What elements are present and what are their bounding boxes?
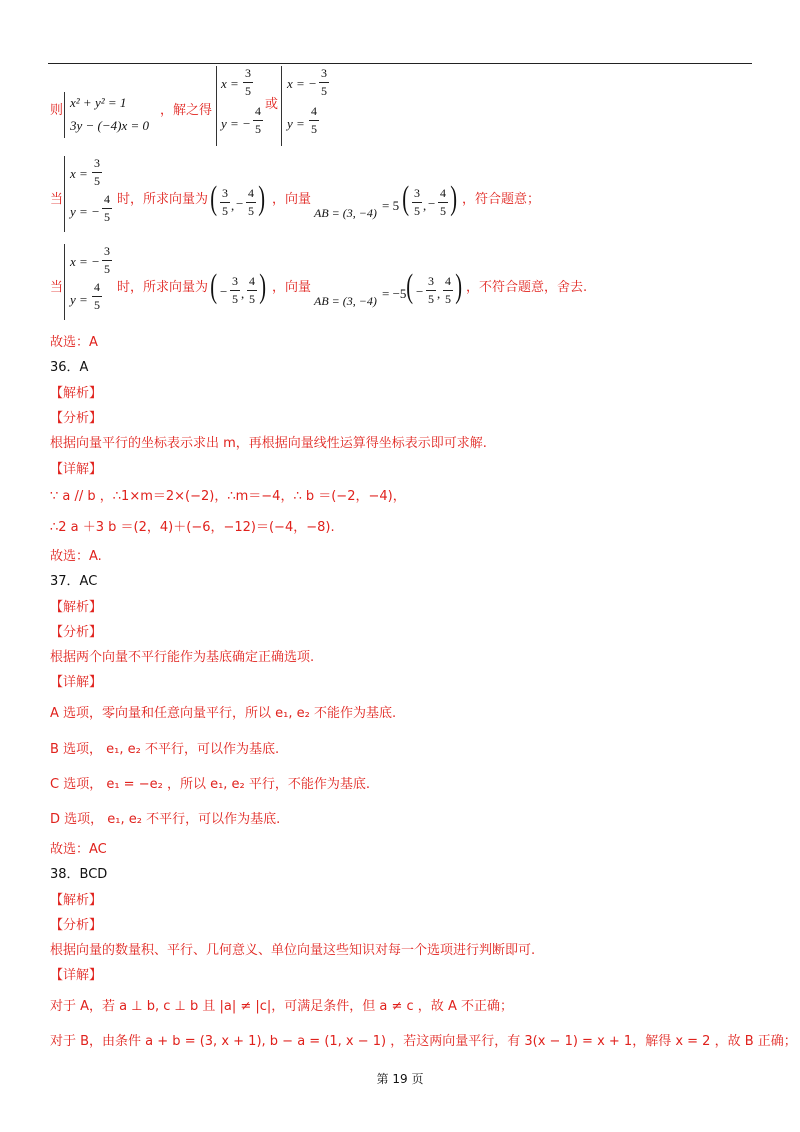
- option-d: D 选项， e₁, e₂ 不平行，可以作为基底.: [50, 812, 281, 827]
- frac-den: 5: [245, 84, 251, 98]
- reasoning-text: 根据向量的数量积、平行、几何意义、单位向量这些知识对每一个选项进行判断即可.: [50, 943, 536, 958]
- equation: x =: [221, 76, 239, 91]
- frac-bar: [319, 82, 329, 83]
- frac-bar: [309, 120, 319, 121]
- left-paren: (: [210, 268, 218, 305]
- frac-num: 4: [94, 280, 100, 294]
- frac-num: 4: [445, 274, 451, 288]
- left-paren: (: [210, 180, 218, 217]
- frac-bar: [246, 202, 256, 203]
- frac-bar: [243, 82, 253, 83]
- frac-bar: [92, 172, 102, 173]
- comma: ,: [437, 286, 441, 301]
- frac-den: 5: [255, 122, 261, 136]
- right-paren: ): [259, 268, 267, 305]
- brace: [64, 156, 65, 232]
- option-b: 对于 B，由条件 a + b = (3, x + 1), b − a = (1, x − 1) ，若这两向量平行，有 3(x − 1) = x + 1，解得 x = 2 ，故 B 正确；: [50, 1034, 797, 1049]
- text-vector-is: 时，所求向量为: [117, 192, 209, 207]
- text-solve: ，解之得: [160, 103, 213, 118]
- text-vector-is: 时，所求向量为: [117, 280, 209, 295]
- comma: ,: [241, 286, 245, 301]
- question-number: 38．BCD: [50, 867, 108, 882]
- equation: = 5: [382, 198, 400, 213]
- right-paren: ): [258, 180, 266, 217]
- section-details: 【详解】: [50, 462, 103, 477]
- minus-sign: −: [428, 196, 436, 211]
- frac-bar: [412, 202, 422, 203]
- right-paren: ): [450, 180, 458, 217]
- frac-bar: [220, 202, 230, 203]
- answer-line: 故选：A: [50, 335, 98, 350]
- detail-line: ∴2 a ＋3 b ＝(2，4)＋(−6，−12)＝(−4，−8).: [50, 520, 335, 535]
- frac-bar: [426, 290, 436, 291]
- frac-den: 5: [321, 84, 327, 98]
- vector-ab: AB = (3, −4): [314, 206, 377, 220]
- frac-den: 5: [104, 262, 110, 276]
- frac-den: 5: [440, 204, 446, 218]
- frac-bar: [438, 202, 448, 203]
- frac-num: 3: [232, 274, 238, 288]
- equation: = −5: [382, 286, 407, 301]
- text-or: 或: [265, 97, 279, 112]
- minus-sign: −: [92, 254, 100, 269]
- option-b: B 选项， e₁, e₂ 不平行，可以作为基底.: [50, 742, 280, 757]
- frac-den: 5: [222, 204, 228, 218]
- comma: ,: [423, 198, 427, 213]
- frac-num: 3: [428, 274, 434, 288]
- minus-sign: −: [220, 284, 228, 299]
- frac-den: 5: [104, 210, 110, 224]
- equation: y =: [70, 292, 88, 307]
- equation: x =: [70, 254, 88, 269]
- equation: y =: [221, 116, 239, 131]
- text-then: 则: [50, 103, 64, 118]
- equation: y =: [70, 204, 88, 219]
- brace: [64, 92, 65, 138]
- option-c: C 选项， e₁ = −e₂ ，所以 e₁, e₂ 平行，不能作为基底.: [50, 777, 371, 792]
- frac-num: 3: [245, 66, 251, 80]
- option-a: 对于 A，若 a ⊥ b, c ⊥ b 且 |a| ≠ |c|，可满足条件，但 a ≠ c ，故 A 不正确；: [50, 999, 513, 1014]
- section-analysis: 【解析】: [50, 893, 103, 908]
- text-when: 当: [50, 192, 64, 207]
- frac-num: 3: [222, 186, 228, 200]
- frac-bar: [92, 296, 102, 297]
- frac-bar: [443, 290, 453, 291]
- question-number: 37．AC: [50, 574, 98, 589]
- text-conclusion: ，不符合题意，舍去.: [466, 280, 588, 295]
- section-analysis: 【解析】: [50, 386, 103, 401]
- section-analysis: 【解析】: [50, 600, 103, 615]
- section-details: 【详解】: [50, 968, 103, 983]
- frac-den: 5: [414, 204, 420, 218]
- frac-num: 4: [249, 274, 255, 288]
- section-details: 【详解】: [50, 675, 103, 690]
- minus-sign: −: [309, 76, 317, 91]
- frac-num: 4: [255, 104, 261, 118]
- text-vector: ，向量: [272, 280, 312, 295]
- page-footer: 第 19 页: [376, 1072, 424, 1086]
- text-vector: ，向量: [272, 192, 312, 207]
- frac-num: 3: [104, 244, 110, 258]
- right-paren: ): [455, 268, 463, 305]
- frac-num: 3: [414, 186, 420, 200]
- frac-bar: [230, 290, 240, 291]
- text-conclusion: ，符合题意；: [462, 192, 541, 207]
- vector-ab: AB = (3, −4): [314, 294, 377, 308]
- frac-bar: [247, 290, 257, 291]
- answer-line: 故选：A.: [50, 549, 102, 564]
- equation: x =: [287, 76, 305, 91]
- minus-sign: −: [236, 196, 244, 211]
- brace: [64, 244, 65, 320]
- brace: [281, 66, 282, 146]
- frac-bar: [102, 260, 112, 261]
- frac-den: 5: [248, 204, 254, 218]
- reasoning-text: 根据两个向量不平行能作为基底确定正确选项.: [50, 650, 315, 665]
- question-number: 36．A: [50, 360, 89, 375]
- frac-num: 3: [94, 156, 100, 170]
- frac-den: 5: [232, 292, 238, 306]
- left-paren: (: [402, 180, 410, 217]
- frac-den: 5: [249, 292, 255, 306]
- equation: x² + y² = 1: [70, 95, 127, 110]
- frac-den: 5: [94, 298, 100, 312]
- frac-den: 5: [445, 292, 451, 306]
- section-reasoning: 【分析】: [50, 918, 103, 933]
- detail-line: ∵ a // b ，∴1×m＝2×(−2)，∴m＝−4，∴ b ＝(−2，−4)，: [50, 489, 406, 504]
- frac-den: 5: [94, 174, 100, 188]
- frac-bar: [253, 120, 263, 121]
- answer-line: 故选：AC: [50, 842, 107, 857]
- section-reasoning: 【分析】: [50, 411, 103, 426]
- brace: [216, 66, 217, 146]
- left-paren: (: [406, 268, 414, 305]
- header-rule: [48, 63, 752, 64]
- frac-num: 4: [440, 186, 446, 200]
- frac-num: 3: [321, 66, 327, 80]
- frac-num: 4: [248, 186, 254, 200]
- option-a: A 选项，零向量和任意向量平行，所以 e₁, e₂ 不能作为基底.: [50, 706, 397, 721]
- minus-sign: −: [243, 116, 251, 131]
- frac-bar: [102, 208, 112, 209]
- frac-den: 5: [428, 292, 434, 306]
- equation: x =: [70, 166, 88, 181]
- frac-num: 4: [104, 192, 110, 206]
- reasoning-text: 根据向量平行的坐标表示求出 m，再根据向量线性运算得坐标表示即可求解.: [50, 436, 487, 451]
- comma: ,: [231, 198, 235, 213]
- minus-sign: −: [416, 284, 424, 299]
- text-when: 当: [50, 280, 64, 295]
- equation: y =: [287, 116, 305, 131]
- equation: 3y − (−4)x = 0: [70, 118, 150, 133]
- section-reasoning: 【分析】: [50, 625, 103, 640]
- frac-den: 5: [311, 122, 317, 136]
- frac-num: 4: [311, 104, 317, 118]
- minus-sign: −: [92, 204, 100, 219]
